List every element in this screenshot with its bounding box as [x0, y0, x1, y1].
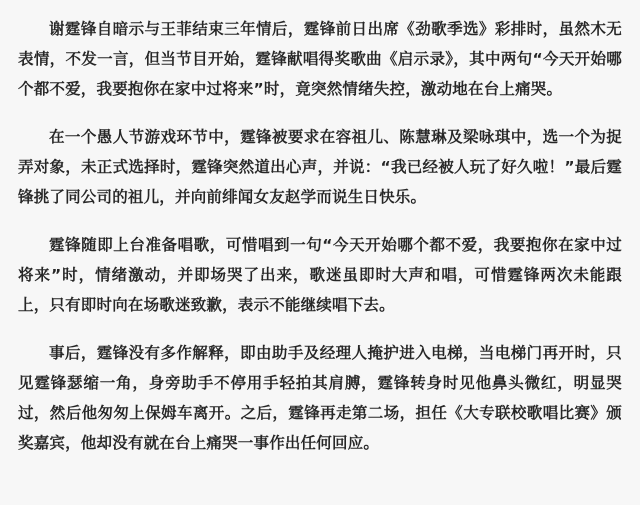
paragraph: 事后，霆锋没有多作解释，即由助手及经理人掩护进入电梯，当电梯门再开时，只见霆锋瑟缩一角，身旁助手不停用手轻拍其肩膊，霆锋转身时见他鼻头微红，明显哭过，然后他匆匆上保姆车离开。之后，霆锋再走第二场，担任《大专联校歌唱比赛》颁奖嘉宾，他却没有就在台上痛哭一事作出任何回应。 [18, 344, 622, 452]
paragraph: 霆锋随即上台准备唱歌，可惜唱到一句“今天开始哪个都不爱，我要抱你在家中过将来”时，情绪激动，并即场哭了出来，歌迷虽即时大声和唱，可惜霆锋两次未能跟上，只有即时向在场歌迷致歉，表示不能继续唱下去。 [18, 236, 622, 314]
paragraph: 在一个愚人节游戏环节中，霆锋被要求在容祖儿、陈慧琳及梁咏琪中，选一个为捉弄对象，未正式选择时，霆锋突然道出心声，并说：“我已经被人玩了好久啦！”最后霆锋挑了同公司的祖儿，并向前绯闻女友赵学而说生日快乐。 [18, 128, 622, 206]
paragraph: 谢霆锋自暗示与王菲结束三年情后，霆锋前日出席《劲歌季选》彩排时，虽然木无表情，不发一言，但当节目开始，霆锋献唱得奖歌曲《启示录》，其中两句“今天开始哪个都不爱，我要抱你在家中过将来”时，竟突然情绪失控，激动地在台上痛哭。 [18, 20, 622, 98]
